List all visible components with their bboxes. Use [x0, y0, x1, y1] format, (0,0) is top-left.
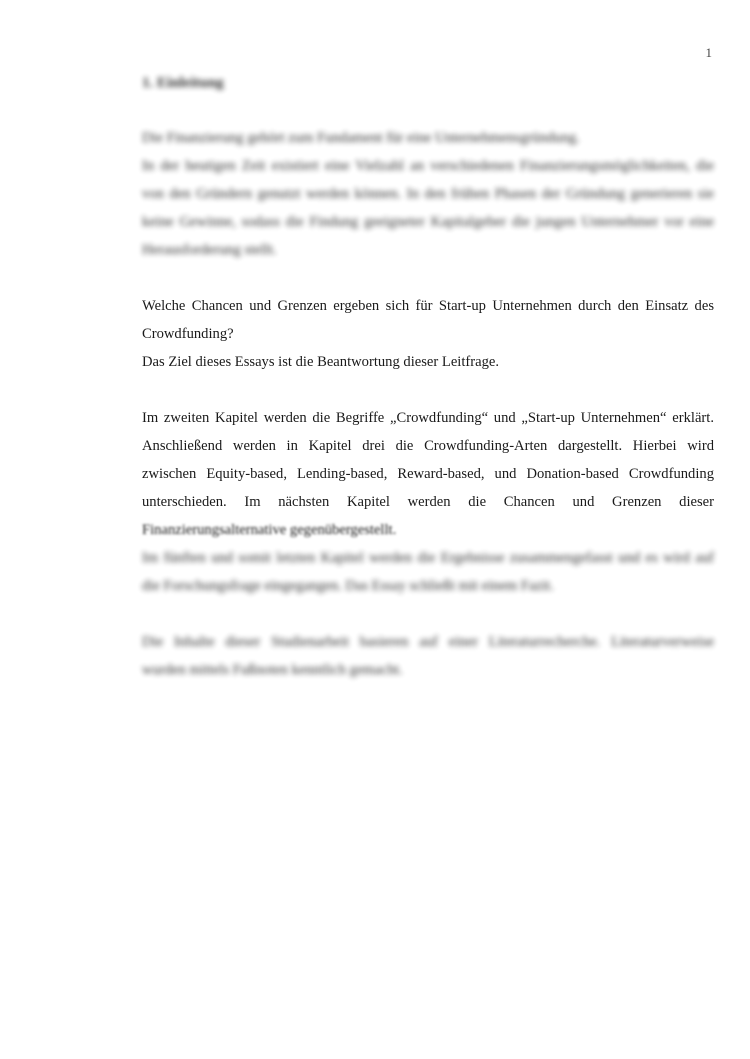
intro-line: Herausforderung stellt. — [142, 242, 277, 258]
intro-line: In der heutigen Zeit existiert eine Vielzahl an verschiedenen Finanzierungsmöglichkeiten, die — [142, 158, 714, 174]
section-heading: 1. Einleitung — [142, 75, 224, 91]
structure-line: Finanzierungsalternative gegenübergestellt. — [142, 522, 397, 538]
intro-line: Die Finanzierung gehört zum Fundament für eine Unternehmensgründung. — [142, 130, 580, 146]
intro-line: keine Gewinne, sodass die Findung geeigneter Kapitalgeber die jungen Unternehmer vor eine — [142, 214, 714, 230]
intro-paragraph — [142, 124, 714, 264]
goal-line: Das Ziel dieses Essays ist die Beantwortung dieser Leitfrage. — [142, 354, 500, 370]
paragraph-gap — [142, 264, 714, 292]
intro-line: von den Gründern genutzt werden können. In den frühen Phasen der Gründung generieren sie — [142, 186, 714, 202]
paragraph-gap — [142, 600, 714, 628]
outro-line: die Forschungsfrage eingegangen. Das Essay schließt mit einem Fazit. — [142, 578, 554, 594]
outro-paragraph — [142, 544, 714, 600]
paragraph-gap — [142, 376, 714, 404]
page-number: 1 — [705, 45, 712, 60]
page-content — [142, 72, 714, 684]
structure-paragraph — [142, 404, 714, 544]
sources-line: wurden mittels Fußnoten kenntlich gemacht. — [142, 662, 403, 678]
sources-paragraph — [142, 628, 714, 684]
structure-line: Anschließend werden in Kapitel drei die Crowdfunding-Arten dargestellt. Hierbei wird — [142, 438, 714, 454]
outro-line: Im fünften und somit letzten Kapitel werden die Ergebnisse zusammengefasst und es wird auf — [142, 550, 714, 566]
research-question-paragraph — [142, 292, 714, 376]
structure-line: Im zweiten Kapitel werden die Begriffe „Crowdfunding“ und „Start-up Unternehmen“ erklärt. — [142, 410, 714, 426]
question-line: Crowdfunding? — [142, 326, 234, 342]
sources-line: Die Inhalte dieser Studienarbeit basieren auf einer Literaturrecherche. Literaturverweise — [142, 634, 714, 650]
structure-line: zwischen Equity-based, Lending-based, Reward-based, und Donation-based Crowdfunding — [142, 466, 714, 482]
structure-line: unterschieden. Im nächsten Kapitel werden die Chancen und Grenzen dieser — [142, 494, 714, 510]
question-line: Welche Chancen und Grenzen ergeben sich für Start-up Unternehmen durch den Einsatz des — [142, 298, 714, 314]
